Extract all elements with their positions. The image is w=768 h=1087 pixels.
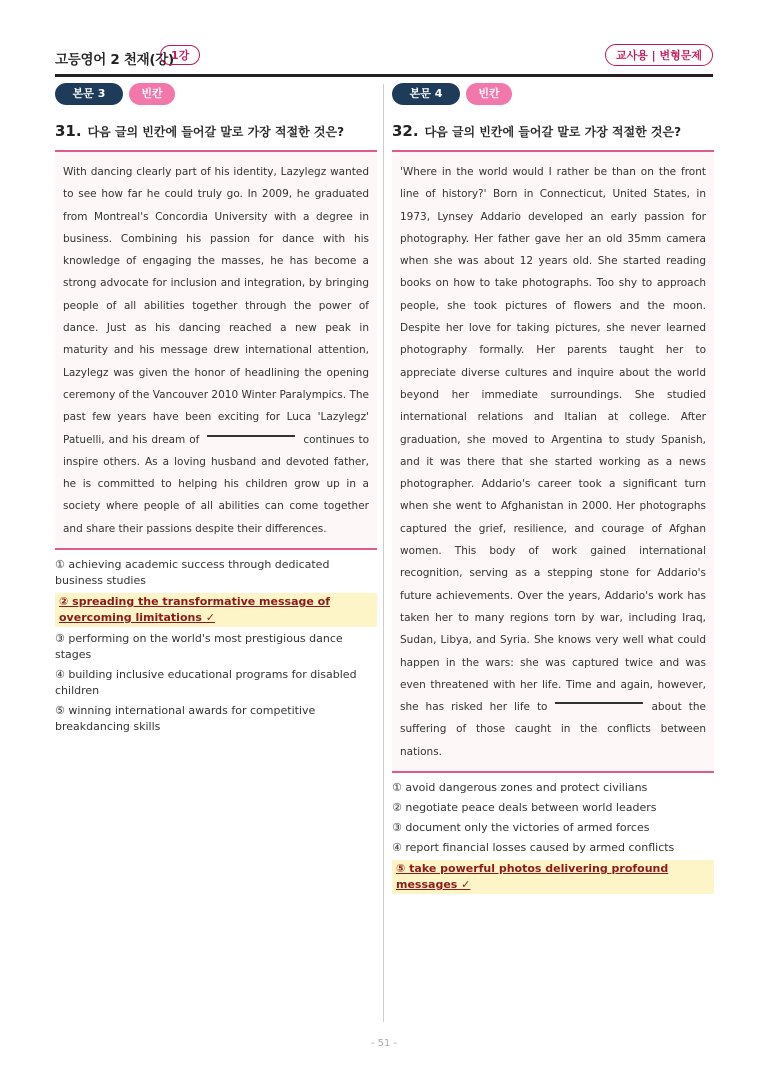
option-1[interactable]: ① achieving academic success through dedicated business studies	[55, 558, 330, 588]
question-32-column	[392, 83, 714, 898]
section-badge: 본문 4	[392, 83, 460, 105]
blank-line	[207, 435, 295, 437]
question-31-column	[55, 83, 377, 739]
question-32-badges	[392, 83, 714, 105]
passage-text-after: continues to inspire others. As a loving husband and devoted father, he is committed to helping his children grow up in a society where people of all abilities can come together and share their passions despite their differences.	[63, 433, 369, 535]
passage-text-after: about the suffering of those caught in the conflicts between nations.	[400, 701, 706, 758]
page-number: - 51 -	[370, 1038, 398, 1049]
option-5[interactable]: ⑤ winning international awards for competitive breakdancing skills	[55, 704, 316, 734]
option-1[interactable]: ① avoid dangerous zones and protect civilians	[392, 781, 648, 795]
option-5-correct[interactable]: ⑤ take powerful photos delivering profound messages ✓	[392, 860, 714, 894]
question-number: 31.	[55, 122, 82, 140]
option-2[interactable]: ② negotiate peace deals between world leaders	[392, 801, 657, 815]
option-3[interactable]: ③ document only the victories of armed forces	[392, 821, 650, 835]
book-title: 고등영어 2 천재(강)	[55, 52, 174, 68]
type-badge: 빈칸	[129, 83, 175, 105]
passage-text-before: With dancing clearly part of his identity, Lazylegz wanted to see how far he could truly go. In 2009, he graduated from Montreal's Concordia University with a degree in business. Combining his passion for dance with his knowledge of engaging the masses, he has become a strong advocate for inclusion and integration, by bringing people of all abilities together through the power of dance. Just as his dancing reached a new peak in maturity and his message drew international attention, Lazylegz was given the honor of headlining the opening ceremony of the Vancouver 2010 Winter Paralympics. The past few years have been exciting for Luca 'Lazylegz' Patuelli, and his dream of	[63, 166, 369, 446]
blank-line	[555, 702, 643, 704]
option-4[interactable]: ④ building inclusive educational programs for disabled children	[55, 668, 357, 698]
question-31-badges	[55, 83, 377, 105]
passage-text-before: 'Where in the world would I rather be than on the front line of history?' Born in Connecticut, United States, in 1973, Lynsey Addario developed an early passion for photography. Her father gave her an old 35mm camera when she was about 12 years old. She started reading books on how to take photographs. Too shy to approach people, she took pictures of flowers and the moon. Despite her love for taking pictures, she never learned photography formally. Her parents taught her to appreciate diverse cultures and inquire about the world beyond her immediate surroundings. She studied international relations and Italian at college. After graduation, she moved to Argentina to study Spanish, and it was there that she started working as a news photographer. Addario's career took a significant turn when she went to Afghanistan in 2000. Her photographs captured the grief, resilience, and courage of Afghan women. This body of work gained international recognition, serving as a stepping stone for Addario's future achievements. Over the years, Addario's work has taken her to many regions torn by war, including Iraq, Sudan, Libya, and Syria. She knows very well what could happen in the wars: she was captured twice and was even threatened with her life. Time and again, however, she has risked her life to	[400, 166, 706, 714]
page-header	[55, 44, 713, 77]
teacher-edition-tag: 교사용 | 변형문제	[605, 44, 713, 66]
column-divider	[383, 84, 384, 1022]
passage-box	[392, 150, 714, 773]
option-4[interactable]: ④ report financial losses caused by armed conflicts	[392, 841, 675, 855]
question-32-prompt	[392, 122, 714, 140]
option-3[interactable]: ③ performing on the world's most prestigious dance stages	[55, 632, 343, 662]
section-badge: 본문 3	[55, 83, 123, 105]
question-text: 다음 글의 빈칸에 들어갈 말로 가장 적절한 것은?	[424, 125, 682, 139]
option-2-correct[interactable]: ② spreading the transformative message of overcoming limitations ✓	[55, 593, 377, 627]
question-text: 다음 글의 빈칸에 들어갈 말로 가장 적절한 것은?	[87, 125, 345, 139]
passage-box	[55, 150, 377, 550]
answer-options	[392, 780, 714, 894]
lesson-badge: 1강	[160, 45, 200, 65]
answer-options	[55, 557, 377, 735]
question-number: 32.	[392, 122, 419, 140]
question-31-prompt	[55, 122, 377, 140]
type-badge: 빈칸	[466, 83, 512, 105]
